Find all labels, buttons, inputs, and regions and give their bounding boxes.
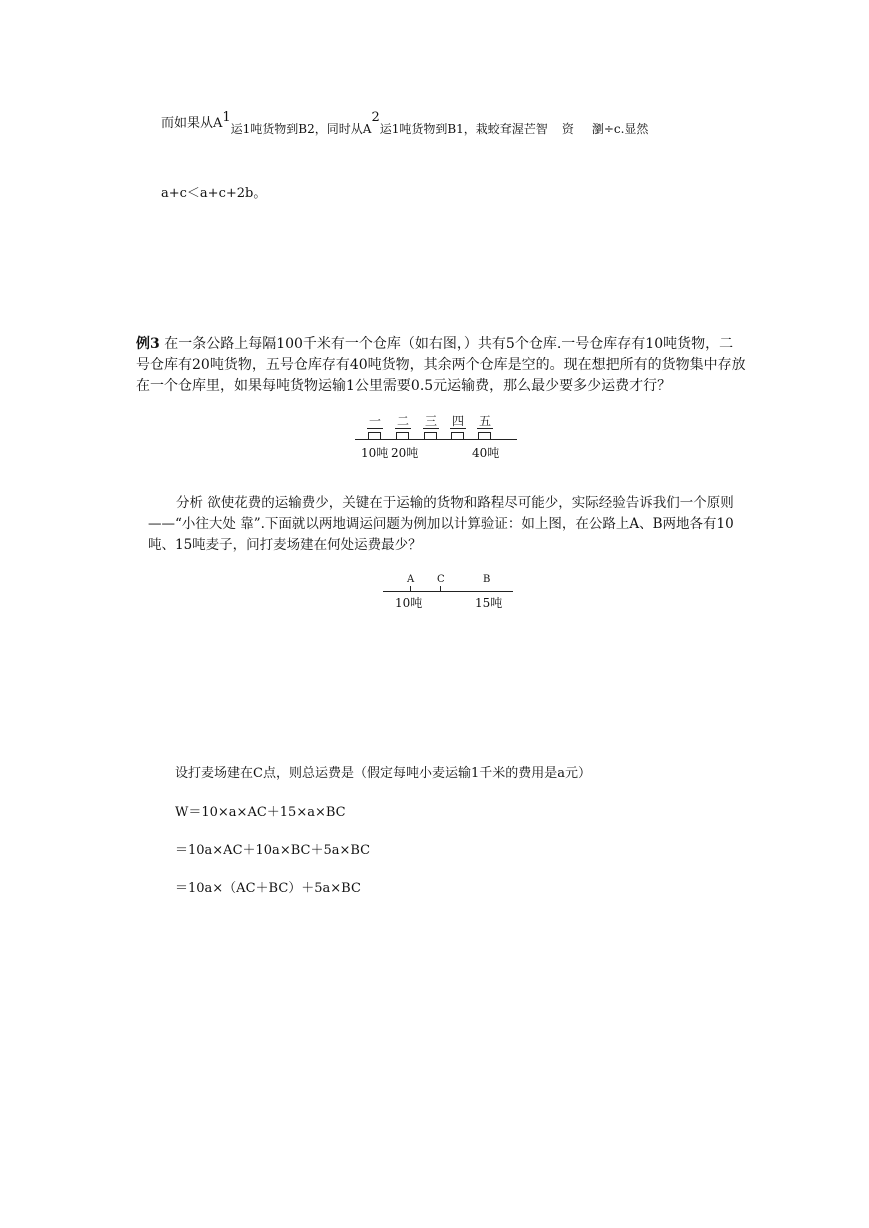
road-ab-figure: [383, 574, 515, 610]
formula-3: ＝10a×（AC＋BC）＋5a×BC: [175, 881, 361, 896]
point-a-label: A: [407, 574, 415, 585]
warehouse-5-label: 五: [479, 414, 492, 428]
warehouse-figure: [355, 412, 520, 462]
point-c-label: C: [437, 574, 445, 585]
road-ab-line: [383, 591, 513, 592]
underline-4: [450, 428, 466, 429]
underline-5: [477, 428, 493, 429]
formula-intro: 设打麦场建在C点，则总运费是（假定每吨小麦运输1千米的费用是a元）: [175, 766, 591, 781]
line1-part1: 而如果从A: [161, 116, 223, 131]
line1-sub1: 1: [222, 110, 231, 125]
analysis-paragraph: [148, 493, 748, 556]
point-b-label: B: [483, 574, 491, 585]
road-line: [355, 439, 517, 440]
warehouse-1-box: [368, 432, 381, 439]
example3-label: 例3: [136, 336, 160, 352]
label-10-tons: 10吨: [361, 446, 389, 460]
line1-part2: 运1吨货物到B2，同时从A: [230, 122, 372, 136]
warehouse-4-label: 四: [452, 414, 465, 428]
formula-1: W＝10×a×AC＋15×a×BC: [175, 805, 346, 820]
label-40-tons: 40吨: [472, 446, 500, 460]
warehouse-2-label: 二: [397, 414, 410, 428]
formula-2: ＝10a×AC＋10a×BC＋5a×BC: [175, 843, 371, 858]
analysis-text: 分析 欲使花费的运输费少，关键在于运输的货物和路程尽可能少，实际经验告诉我们一个原则——“小往大处 靠”.下面就以两地调运问题为例加以计算验证：如上图，在公路上A、B两地各有10吨、15吨麦子，问打麦场建在何处运费最少？: [148, 495, 734, 553]
text-line-2: a+c＜a+c+2b。: [161, 186, 267, 201]
warehouse-2-box: [396, 432, 409, 439]
text-line-1: [161, 110, 649, 136]
underline-1: [367, 428, 383, 429]
line1-part5: 瀏÷c.显然: [591, 122, 649, 136]
label-a-tons: 10吨: [395, 596, 423, 610]
example3-paragraph: [136, 334, 746, 397]
underline-3: [423, 428, 439, 429]
line1-sub2: 2: [371, 110, 380, 125]
warehouse-3-box: [424, 432, 437, 439]
label-b-tons: 15吨: [475, 596, 503, 610]
line1-part4: 资: [561, 122, 574, 136]
warehouse-1-label: 一: [369, 414, 382, 428]
label-20-tons: 20吨: [391, 446, 419, 460]
example3-text: 在一条公路上每隔100千米有一个仓库（如右图，）共有5个仓库.一号仓库存有10吨货物，二号仓库有20吨货物，五号仓库存有40吨货物，其余两个仓库是空的。现在想把所有的货物集中存放在一个仓库里，如果每吨货物运输1公里需要0.5元运输费，那么最少要多少运费才行？: [136, 336, 746, 394]
warehouse-3-label: 三: [425, 414, 438, 428]
warehouse-4-box: [451, 432, 464, 439]
underline-2: [395, 428, 411, 429]
warehouse-5-box: [478, 432, 491, 439]
line1-part3: 运1吨货物到B1，栽蛟耷渥芒智: [379, 122, 548, 136]
